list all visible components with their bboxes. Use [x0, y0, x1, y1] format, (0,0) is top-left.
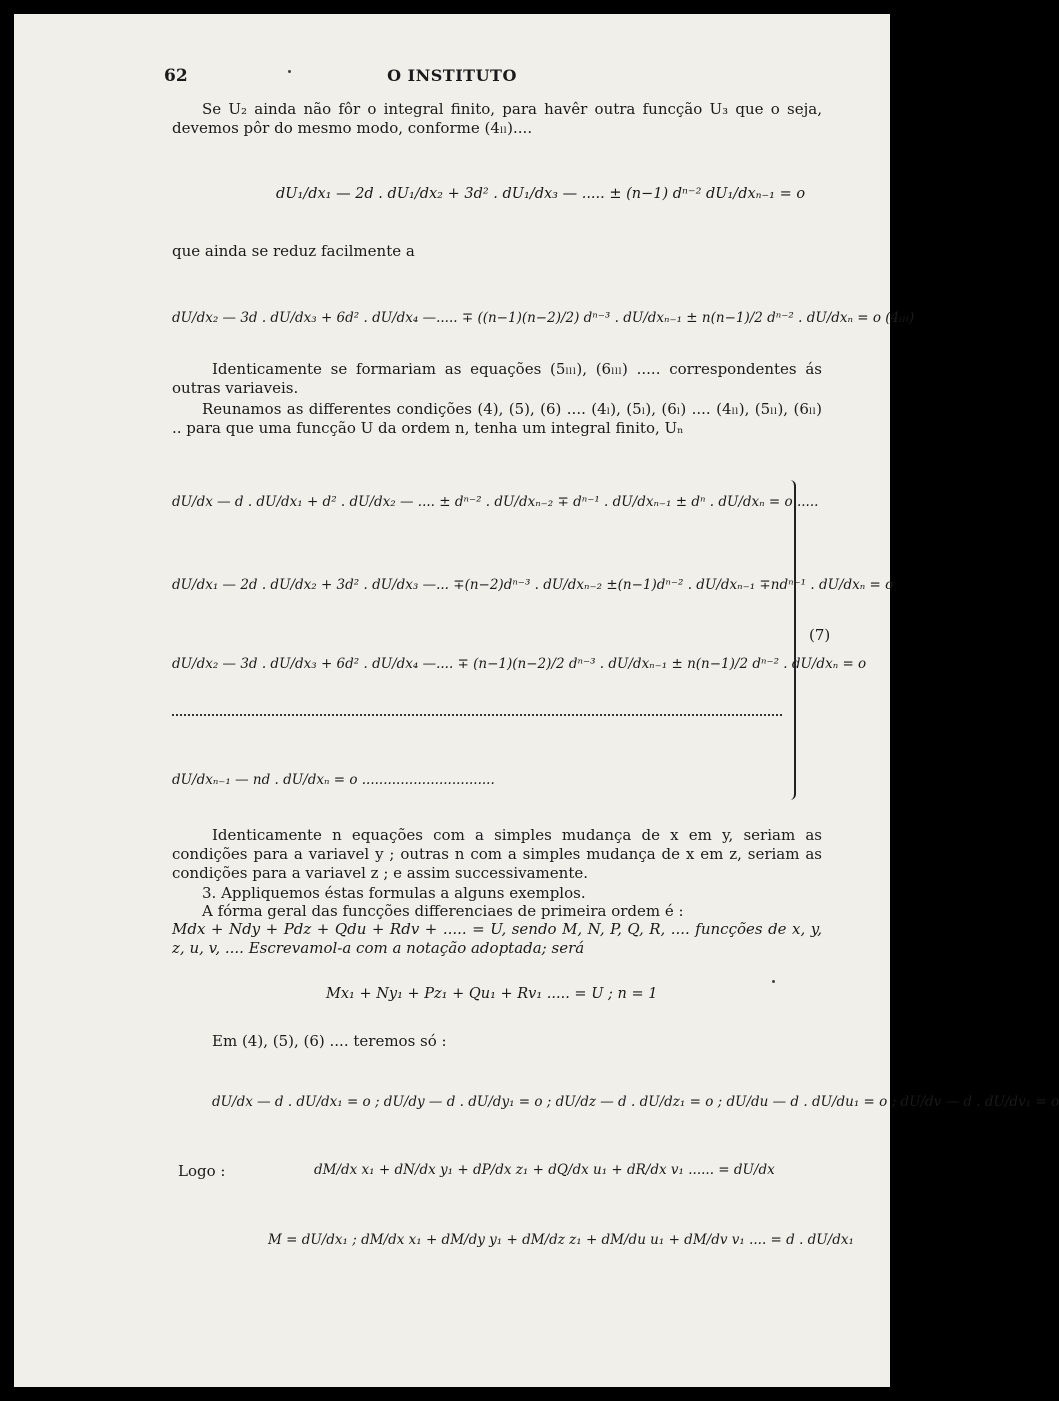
system-equation-last: dU/dxₙ₋₁ — nd . dU/dxₙ = o ...............................: [172, 772, 495, 788]
speck: [288, 70, 291, 73]
equation-4iii: dU/dx₂ — 3d . dU/dx₃ + 6d² . dU/dx₄ —..... ∓ ((n−1)(n−2)/2) dⁿ⁻³ . dU/dxₙ₋₁ ± n(n−1)/2 dⁿ⁻² . dU/dxₙ = o (4ₗₗₗ): [172, 310, 915, 326]
forma-geral-line: A fórma geral das funcções differenciaes de primeira ordem é :: [202, 902, 684, 920]
page-header: [14, 66, 890, 88]
equation-4ii: dU₁/dx₁ — 2d . dU₁/dx₂ + 3d² . dU₁/dx₃ — ..... ± (n−1) dⁿ⁻² dU₁/dxₙ₋₁ = o: [276, 186, 806, 202]
system-equation-3: dU/dx₂ — 3d . dU/dx₃ + 6d² . dU/dx₄ —.... ∓ (n−1)(n−2)/2 dⁿ⁻³ . dU/dxₙ₋₁ ± n(n−1)/2 dⁿ⁻² . dU/dxₙ = o: [172, 656, 867, 672]
reduces-line: que ainda se reduz facilmente a: [172, 242, 415, 260]
intro-paragraph: Se U₂ ainda não fôr o integral finito, para havêr outra funcção U₃ que o seja, devemos pôr do mesmo modo, conforme (4ₗₗ)....: [172, 100, 822, 137]
general-form-paragraph: Mdx + Ndy + Pdz + Qdu + Rdv + ..... = U, sendo M, N, P, Q, R, .... funcções de x, y, z, u, v, .... Escrevamol-a com a notação adoptada; será: [172, 920, 822, 957]
running-title: O INSTITUTO: [387, 66, 517, 85]
equation-logo: dM/dx x₁ + dN/dx y₁ + dP/dx z₁ + dQ/dx u₁ + dR/dx v₁ ...... = dU/dx: [314, 1162, 775, 1178]
reunamos-paragraph: Reunamos as differentes condições (4), (5), (6) .... (4ₗ), (5ₗ), (6ₗ) .... (4ₗₗ), (5ₗₗ), (6ₗₗ) .. para que uma funcção U da ordem n, tenha um integral finito, Uₙ: [172, 400, 822, 437]
identicamente-paragraph-2: Identicamente n equações com a simples mudança de x em y, seriam as condições para a variavel y ; outras n com a simples mudança de x em z, seriam as condições para a variavel z ; e assim successivamente.: [172, 826, 822, 882]
system-brace: [790, 480, 796, 800]
system-equation-1: dU/dx — d . dU/dx₁ + d² . dU/dx₂ — .... ± dⁿ⁻² . dU/dxₙ₋₂ ∓ dⁿ⁻¹ . dU/dxₙ₋₁ ± dⁿ . dU/dxₙ = o .....: [172, 494, 819, 510]
equation-partials: dU/dx — d . dU/dx₁ = o ; dU/dy — d . dU/dy₁ = o ; dU/dz — d . dU/dz₁ = o ; dU/du — d . dU/du₁ = o ; dU/dv — d . dU/dv₁ = o: [212, 1094, 1059, 1110]
system-equation-2: dU/dx₁ — 2d . dU/dx₂ + 3d² . dU/dx₃ —... ∓(n−2)dⁿ⁻³ . dU/dxₙ₋₂ ±(n−1)dⁿ⁻² . dU/dxₙ₋₁ ∓ndⁿ⁻¹ . dU/dxₙ = o: [172, 577, 894, 593]
section-3-heading: 3. Appliquemos éstas formulas a alguns exemplos.: [202, 884, 586, 902]
em-line: Em (4), (5), (6) .... teremos só :: [212, 1032, 447, 1050]
speck: [772, 980, 775, 983]
system-label: (7): [809, 626, 831, 644]
equation-sum: Mx₁ + Ny₁ + Pz₁ + Qu₁ + Rv₁ ..... = U ; n = 1: [326, 986, 658, 1002]
equation-final: M = dU/dx₁ ; dM/dx x₁ + dM/dy y₁ + dM/dz z₁ + dM/du u₁ + dM/dv v₁ .... = d . dU/dx₁: [268, 1232, 854, 1248]
logo-label: Logo :: [178, 1162, 226, 1180]
document-page: [14, 14, 1059, 1387]
page-number: 62: [164, 66, 188, 86]
ellipsis-row: [172, 712, 782, 716]
identicamente-paragraph: Identicamente se formariam as equações (5ₗₗₗ), (6ₗₗₗ) ..... correspondentes ás outras variaveis.: [172, 360, 822, 397]
